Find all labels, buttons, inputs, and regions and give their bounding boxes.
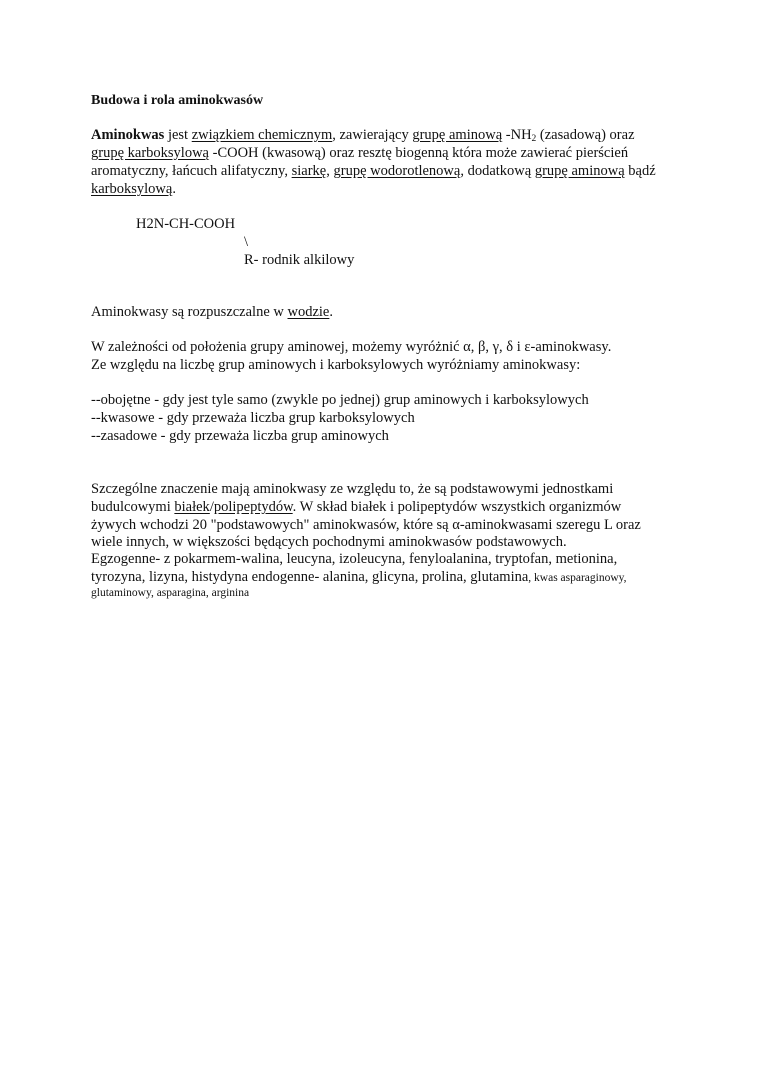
subscript: 2: [531, 134, 537, 144]
text-run: .: [172, 181, 176, 197]
text-run: -NH: [502, 127, 532, 143]
formula-radical: R- rodnik alkilowy: [244, 252, 355, 268]
link-karboksylowa[interactable]: karboksylową: [91, 181, 173, 197]
list-item: --obojętne - gdy jest tyle samo (zwykle po jednej) grup aminowych i karboksylowych: [91, 392, 589, 408]
text-run: ,: [326, 163, 334, 179]
paragraph-line: żywych wchodzi 20 "podstawowych" aminokwasów, które są α-aminokwasami szeregu L oraz: [91, 517, 641, 533]
link-polipeptydy[interactable]: polipeptydów: [213, 499, 293, 515]
list-item: --kwasowe - gdy przeważa liczba grup karboksylowych: [91, 410, 415, 426]
text-run: bądź: [624, 163, 656, 179]
paragraph-line: Szczególne znaczenie mają aminokwasy ze względu to, że są podstawowymi jednostkami: [91, 481, 614, 497]
term-aminokwas: Aminokwas: [91, 127, 165, 143]
paragraph-line: W zależności od położenia grupy aminowej, możemy wyróżnić α, β, γ, δ i ε-aminokwasy.: [91, 339, 612, 355]
paragraph-line: [91, 498, 621, 516]
text-run: , zawierający: [332, 127, 413, 143]
link-grupa-aminowa[interactable]: grupę aminową: [412, 127, 503, 143]
paragraph-line: [91, 162, 656, 180]
paragraph-line: Egzogenne- z pokarmem-walina, leucyna, izoleucyna, fenyloalanina, tryptofan, metionina,: [91, 551, 618, 567]
paragraph-line: [91, 180, 176, 198]
link-grupa-aminowa-2[interactable]: grupę aminową: [534, 163, 625, 179]
text-run: .: [329, 304, 333, 320]
link-grupa-wodorotlenowa[interactable]: grupę wodorotlenową: [333, 163, 461, 179]
paragraph-line: wiele innych, w większości będących pochodnymi aminokwasów podstawowych.: [91, 534, 567, 550]
formula-bond: \: [244, 234, 249, 250]
document-title: Budowa i rola aminokwasów: [91, 93, 264, 108]
link-bialka[interactable]: białek: [174, 499, 210, 515]
text-run: -COOH (kwasową) oraz resztę biogenną która może zawierać pierścień: [208, 145, 629, 161]
paragraph-line: [91, 303, 333, 321]
text-run: (zasadową) oraz: [536, 127, 635, 143]
link-zwiazek-chemiczny[interactable]: związkiem chemicznym: [191, 127, 333, 143]
text-run-small: , kwas asparaginowy,: [528, 572, 627, 584]
link-woda[interactable]: wodzie: [287, 304, 330, 320]
paragraph-line: [91, 126, 635, 144]
list-item: --zasadowe - gdy przeważa liczba grup aminowych: [91, 428, 389, 444]
text-run: tyrozyna, lizyna, histydyna endogenne- alanina, glicyna, prolina, glutamina: [91, 569, 529, 585]
text-run: Aminokwasy są rozpuszczalne w: [91, 304, 288, 320]
text-run: , dodatkową: [460, 163, 535, 179]
text-run: budulcowymi: [91, 499, 175, 515]
text-run: /: [209, 499, 214, 515]
paragraph-line: glutaminowy, asparagina, arginina: [91, 587, 250, 599]
paragraph-line: Ze względu na liczbę grup aminowych i karboksylowych wyróżniamy aminokwasy:: [91, 357, 581, 373]
formula-main: H2N-CH-COOH: [136, 216, 236, 232]
text-run: . W skład białek i polipeptydów wszystkich organizmów: [292, 499, 622, 515]
link-siarka[interactable]: siarkę: [291, 163, 327, 179]
link-grupa-karboksylowa[interactable]: grupę karboksylową: [91, 145, 209, 161]
text-run: jest: [164, 127, 192, 143]
text-run: aromatyczny, łańcuch alifatyczny,: [91, 163, 292, 179]
paragraph-line: [91, 144, 628, 162]
